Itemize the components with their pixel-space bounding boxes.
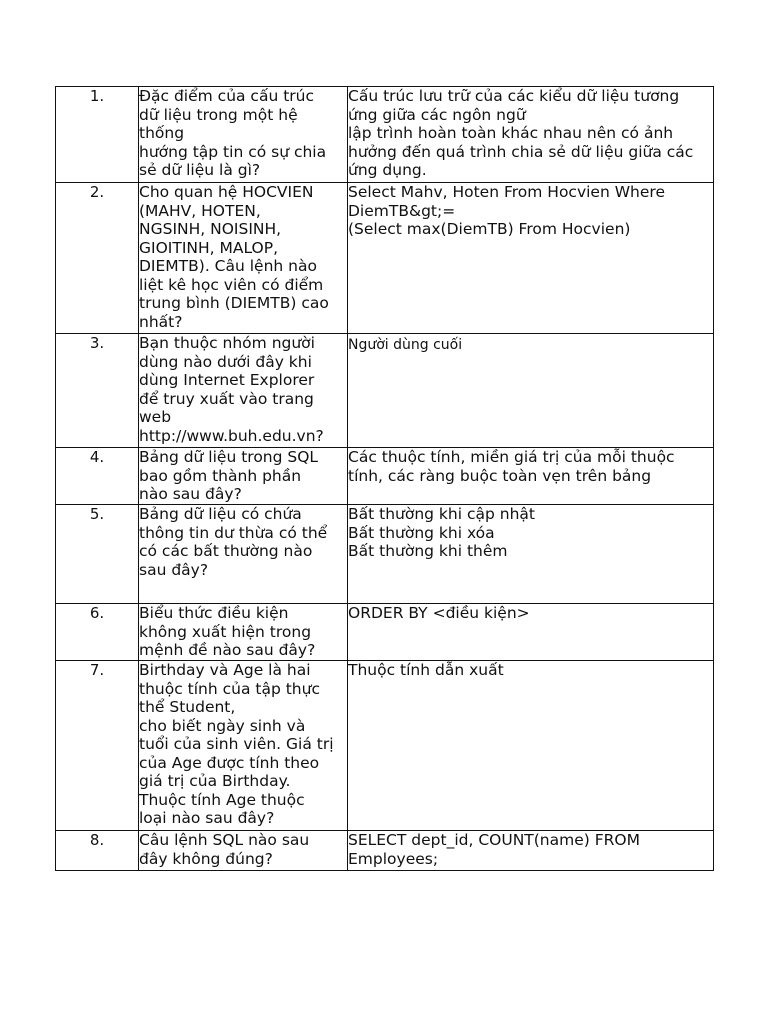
question-line: thống: [139, 124, 185, 142]
table-row: [56, 448, 714, 505]
question-line: dùng nào dưới đây khi: [139, 352, 312, 371]
question-cell: [139, 87, 348, 183]
row-number: 5.: [56, 505, 139, 604]
question-line: có các bất thường nào: [139, 542, 313, 560]
answer-line: Bất thường khi thêm: [348, 542, 508, 560]
question-line: cho biết ngày sinh và: [139, 716, 306, 735]
question-line: liệt kê học viên có điểm: [139, 275, 324, 294]
answer-line: ORDER BY <điều kiện>: [348, 604, 530, 622]
row-number: 8.: [56, 831, 139, 871]
table-row: [56, 87, 714, 183]
answer-line: lập trình hoàn toàn khác nhau nên có ảnh: [348, 124, 674, 142]
answer-line: hưởng đến quá trình chia sẻ dữ liệu giữa các: [348, 142, 694, 161]
question-line: tuổi của sinh viên. Giá trị: [139, 735, 334, 753]
answer-cell: [348, 831, 714, 871]
question-line: Bảng dữ liệu có chứa: [139, 505, 302, 523]
question-line: http://www.buh.edu.vn?: [139, 426, 324, 445]
question-line: Đặc điểm của cấu trúc: [139, 87, 315, 105]
table-row: [56, 831, 714, 871]
question-line: thể Student,: [139, 698, 236, 716]
question-line: dữ liệu trong một hệ: [139, 105, 298, 124]
table-row: [56, 505, 714, 604]
answer-line: Bất thường khi cập nhật: [348, 505, 535, 523]
row-number: 2.: [56, 183, 139, 334]
answer-cell: [348, 661, 714, 831]
question-line: DIEMTB). Câu lệnh nào: [139, 257, 317, 275]
question-line: không xuất hiện trong: [139, 622, 312, 641]
table-row: [56, 661, 714, 831]
question-line: Thuộc tính Age thuộc: [139, 790, 305, 809]
question-line: dùng Internet Explorer: [139, 371, 315, 389]
answer-cell: [348, 334, 714, 448]
question-cell: [139, 448, 348, 505]
question-line: (MAHV, HOTEN,: [139, 201, 261, 220]
question-line: Bạn thuộc nhóm người: [139, 334, 315, 352]
answer-cell: [348, 448, 714, 505]
row-number: 3.: [56, 334, 139, 448]
answer-line: Employees;: [348, 849, 439, 868]
question-line: Birthday và Age là hai: [139, 661, 311, 679]
answer-line: Bất thường khi xóa: [348, 523, 495, 542]
question-line: thuộc tính của tập thực: [139, 679, 320, 698]
question-line: bao gồm thành phần: [139, 466, 302, 485]
answer-cell: [348, 604, 714, 661]
question-cell: [139, 604, 348, 661]
question-line: hướng tập tin có sự chia: [139, 142, 327, 161]
question-cell: [139, 334, 348, 448]
question-line: loại nào sau đây?: [139, 809, 275, 827]
question-line: Biểu thức điều kiện: [139, 604, 289, 622]
question-line: nào sau đây?: [139, 485, 242, 503]
answer-line: Người dùng cuối: [348, 337, 463, 353]
question-line: Câu lệnh SQL nào sau: [139, 831, 310, 849]
row-number: 4.: [56, 448, 139, 505]
question-line: đây không đúng?: [139, 849, 273, 868]
question-line: sau đây?: [139, 560, 209, 579]
answer-line: (Select max(DiemTB) From Hocvien): [348, 220, 631, 238]
answer-line: DiemTB&gt;=: [348, 201, 456, 220]
question-line: Cho quan hệ HOCVIEN: [139, 183, 314, 201]
question-cell: [139, 183, 348, 334]
question-line: Bảng dữ liệu trong SQL: [139, 448, 319, 466]
answer-line: Các thuộc tính, miền giá trị của mỗi thuộc: [348, 448, 675, 466]
table-row: [56, 183, 714, 334]
question-line: giá trị của Birthday.: [139, 772, 291, 790]
answer-line: Cấu trúc lưu trữ của các kiểu dữ liệu tương: [348, 87, 680, 105]
question-line: thông tin dư thừa có thể: [139, 523, 328, 542]
question-line: mệnh đề nào sau đây?: [139, 641, 316, 659]
row-number: 1.: [56, 87, 139, 183]
answer-line: ứng dụng.: [348, 161, 427, 179]
answer-line: Thuộc tính dẫn xuất: [348, 661, 504, 679]
question-line: của Age được tính theo: [139, 753, 320, 772]
question-cell: [139, 661, 348, 831]
question-line: trung bình (DIEMTB) cao: [139, 294, 329, 312]
answer-line: tính, các ràng buộc toàn vẹn trên bảng: [348, 466, 652, 485]
question-line: web: [139, 408, 172, 426]
row-number: 6.: [56, 604, 139, 661]
table-row: [56, 334, 714, 448]
answer-line: ứng giữa các ngôn ngữ: [348, 105, 526, 124]
row-number: 7.: [56, 661, 139, 831]
answer-cell: [348, 505, 714, 604]
question-cell: [139, 505, 348, 604]
table-row: [56, 604, 714, 661]
question-cell: [139, 831, 348, 871]
question-line: NGSINH, NOISINH,: [139, 220, 282, 238]
question-line: nhất?: [139, 312, 183, 331]
question-line: sẻ dữ liệu là gì?: [139, 161, 261, 179]
question-answer-table: [55, 86, 714, 871]
answer-line: Select Mahv, Hoten From Hocvien Where: [348, 183, 665, 201]
question-line: GIOITINH, MALOP,: [139, 238, 279, 257]
answer-line: SELECT dept_id, COUNT(name) FROM: [348, 831, 640, 849]
answer-cell: [348, 183, 714, 334]
question-line: để truy xuất vào trang: [139, 389, 314, 408]
answer-cell: [348, 87, 714, 183]
